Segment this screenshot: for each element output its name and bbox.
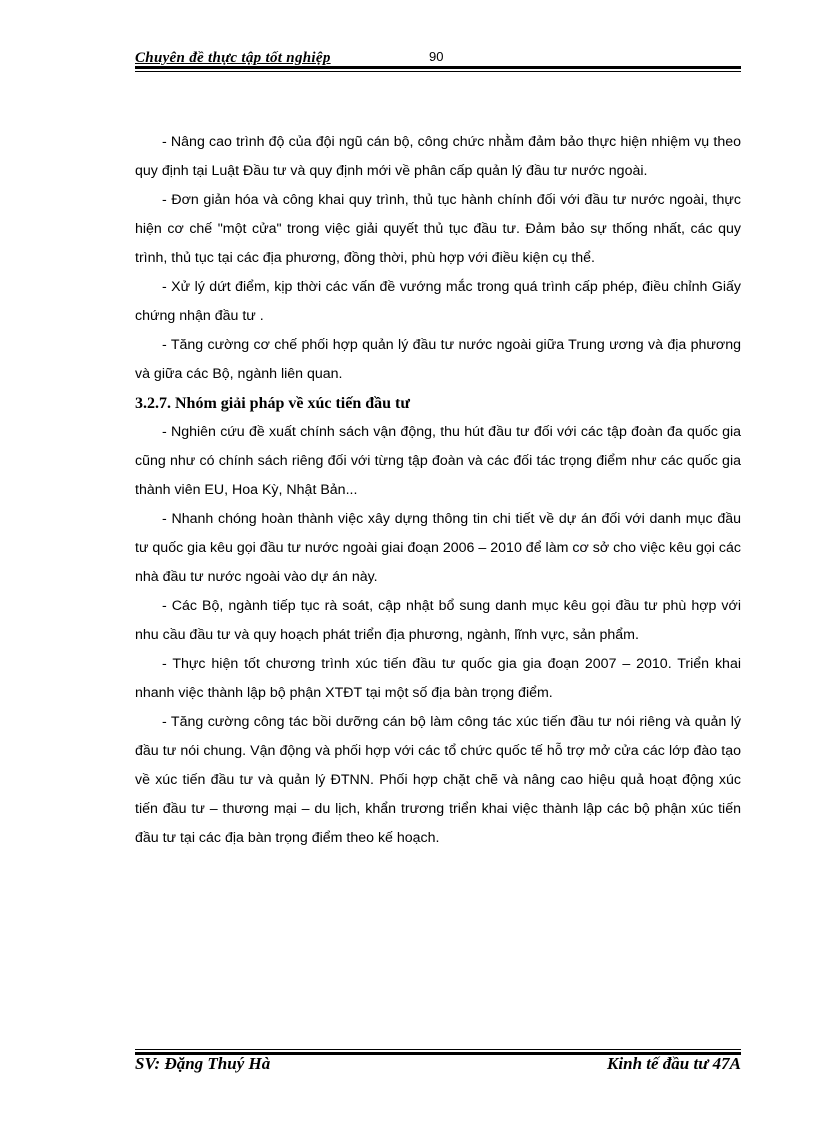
paragraph: - Nhanh chóng hoàn thành việc xây dựng thông tin chi tiết về dự án đối với danh mục đầu tư quốc gia kêu gọi đầu tư nước ngoài giai đoạn 2006 – 2010 để làm cơ sở cho việc kêu gọi các nhà đầu tư nước ngoài vào dự án này. xyxy=(135,511,741,585)
footer-author: SV: Đặng Thuý Hà xyxy=(135,1054,271,1073)
paragraph: - Thực hiện tốt chương trình xúc tiến đầu tư quốc gia gia đoạn 2007 – 2010. Triển khai nhanh việc thành lập bộ phận XTĐT tại một số địa bàn trọng điểm. xyxy=(135,656,741,701)
header-rule-thin xyxy=(135,71,741,72)
paragraph: - Các Bộ, ngành tiếp tục rà soát, cập nhật bổ sung danh mục kêu gọi đầu tư phù hợp với nhu cầu đầu tư và quy hoạch phát triển địa phương, ngành, lĩnh vực, sản phẩm. xyxy=(135,598,741,643)
document-body xyxy=(135,128,741,853)
header-title: Chuyên đề thực tập tốt nghiệp xyxy=(135,50,331,66)
paragraph: - Nâng cao trình độ của đội ngũ cán bộ, công chức nhằm đảm bảo thực hiện nhiệm vụ theo quy định tại Luật Đầu tư và quy định mới về phân cấp quản lý đầu tư nước ngoài. xyxy=(135,134,741,179)
paragraph: - Tăng cường công tác bồi dưỡng cán bộ làm công tác xúc tiến đầu tư nói riêng và quản lý đầu tư nói chung. Vận động và phối hợp với các tổ chức quốc tế hỗ trợ mở cửa các lớp đào tạo về xúc tiến đầu tư và quản lý ĐTNN. Phối hợp chặt chẽ và nâng cao hiệu quả hoạt động xúc tiến đầu tư – thương mại – du lịch, khẩn trương triển khai việc thành lập các bộ phận xúc tiến đầu tư tại các địa bàn trọng điểm theo kế hoạch. xyxy=(135,714,741,846)
page-number: 90 xyxy=(429,49,444,64)
page-header xyxy=(135,48,741,70)
section-heading: 3.2.7. Nhóm giải pháp về xúc tiến đầu tư xyxy=(135,395,410,412)
paragraph: - Nghiên cứu đề xuất chính sách vận động, thu hút đầu tư đối với các tập đoàn đa quốc gia cũng như có chính sách riêng đối với từng tập đoàn và các đối tác trọng điểm như các quốc gia thành viên EU, Hoa Kỳ, Nhật Bản... xyxy=(135,424,741,498)
paragraph: - Xử lý dứt điểm, kịp thời các vấn đề vướng mắc trong quá trình cấp phép, điều chỉnh Giấy chứng nhận đầu tư . xyxy=(135,279,741,324)
paragraph: - Đơn giản hóa và công khai quy trình, thủ tục hành chính đối với đầu tư nước ngoài, thực hiện cơ chế "một cửa" trong việc giải quyết thủ tục đầu tư. Đảm bảo sự thống nhất, các quy trình, thủ tục tại các địa phương, đồng thời, phù hợp với điều kiện cụ thể. xyxy=(135,192,741,266)
header-rule-thick xyxy=(135,66,741,69)
paragraph: - Tăng cường cơ chế phối hợp quản lý đầu tư nước ngoài giữa Trung ương và địa phương và giữa các Bộ, ngành liên quan. xyxy=(135,337,741,382)
footer-class-name: Kinh tế đầu tư 47A xyxy=(607,1054,741,1073)
footer-rule-thin xyxy=(135,1049,741,1050)
